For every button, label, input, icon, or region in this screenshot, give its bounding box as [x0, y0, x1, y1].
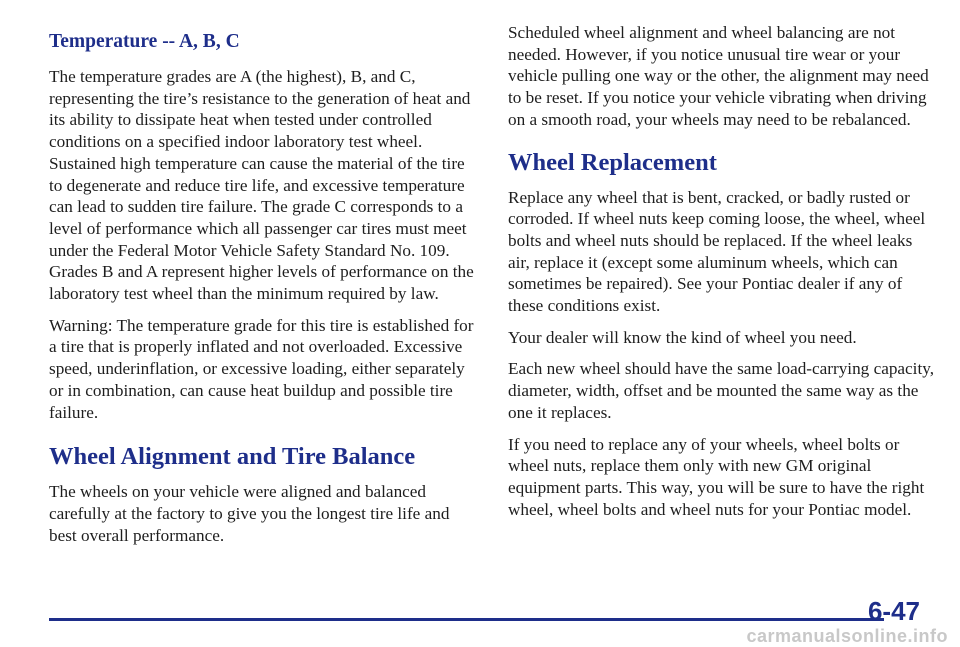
temperature-subheading: Temperature -- A, B, C — [49, 31, 240, 52]
page-number: 6-47 — [867, 596, 920, 626]
wheel-replacement-heading: Wheel Replacement — [508, 148, 717, 176]
temperature-paragraph: The temperature grades are A (the highest), B, and C, representing the tire’s resistance to the generation of heat and its ability to dissipate heat when tested under controlled conditions on a specified indoor laboratory test wheel. Sustained high temperature can cause the material of the tire to degenerate and reduce tire life, and excessive temperature can lead to sudden tire failure. The grade C corresponds to a level of performance which all passenger car tires must meet under the Federal Motor Vehicle Safety Standard No. 109. Grades B and A represent higher levels of performance on the laboratory test wheel than the minimum required by law. — [49, 67, 474, 304]
new-wheel-paragraph: Each new wheel should have the same load-carrying capacity, diameter, width, offset and be mounted the same way as the one it replaces. — [508, 359, 935, 422]
wheel-alignment-heading: Wheel Alignment and Tire Balance — [49, 443, 416, 471]
scheduled-alignment-paragraph: Scheduled wheel alignment and wheel balancing are not needed. However, if you notice unusual tire wear or your vehicle pulling one way or the other, the alignment may need to be reset. If you notice your vehicle vibrating when driving on a smooth road, your wheels may need to be rebalanced. — [508, 23, 929, 129]
watermark: carmanualsonline.info — [746, 626, 948, 646]
footer-rule — [49, 618, 884, 621]
warning-paragraph: Warning: The temperature grade for this tire is established for a tire that is properly inflated and not overloaded. Excessive speed, underinflation, or excessive loading, either separately or in combination, can cause heat buildup and possible tire failure. — [49, 315, 474, 422]
right-column — [508, 22, 936, 530]
left-column — [49, 22, 479, 556]
wheel-alignment-paragraph: The wheels on your vehicle were aligned and balanced carefully at the factory to give you the longest tire life and best overall performance. — [49, 482, 450, 545]
dealer-paragraph: Your dealer will know the kind of wheel you need. — [508, 327, 857, 347]
replace-wheel-paragraph: Replace any wheel that is bent, cracked, or badly rusted or corroded. If wheel nuts keep coming loose, the wheel, wheel bolts and wheel nuts should be replaced. If the wheel leaks air, replace it (except some aluminum wheels, which can sometimes be repaired). See your Pontiac dealer if any of these conditions exist. — [508, 187, 926, 316]
replace-parts-paragraph: If you need to replace any of your wheels, wheel bolts or wheel nuts, replace them only with new GM original equipment parts. This way, you will be sure to have the right wheel, wheel bolts and wheel nuts for your Pontiac model. — [508, 434, 925, 519]
